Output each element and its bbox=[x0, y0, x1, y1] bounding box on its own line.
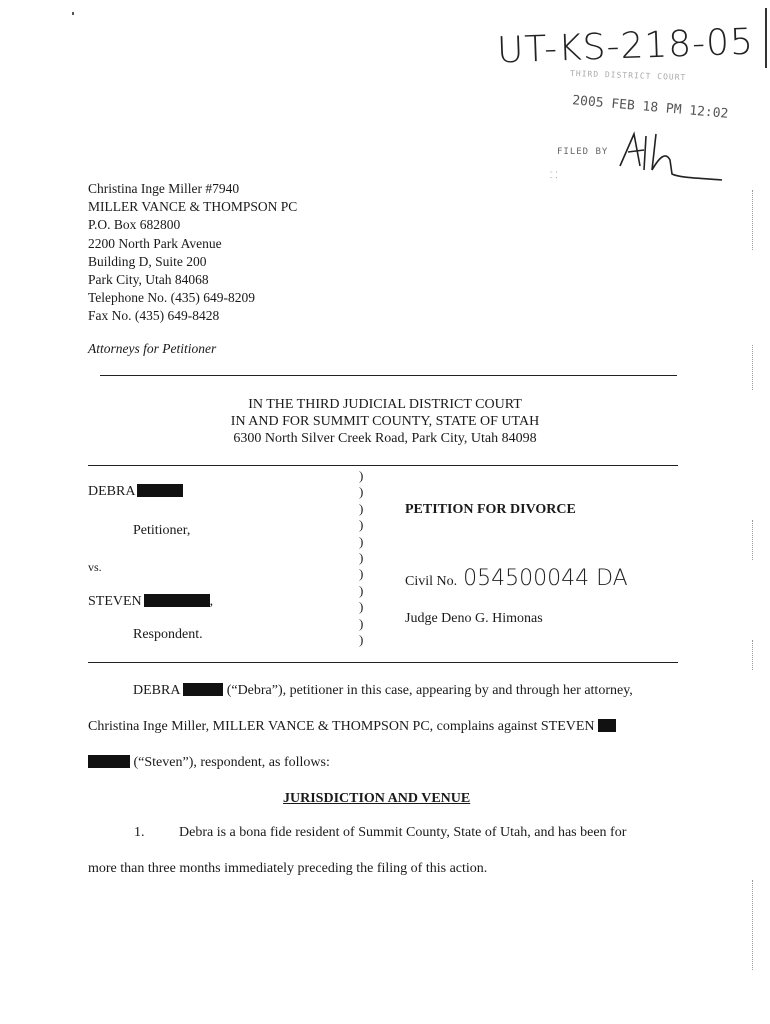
judge-name: Judge Deno G. Himonas bbox=[405, 611, 543, 626]
po-box: P.O. Box 682800 bbox=[88, 217, 181, 233]
redaction-bar bbox=[598, 719, 616, 732]
respondent-label: Respondent. bbox=[133, 627, 203, 642]
handwritten-civil-number: 054500044 DA bbox=[463, 566, 628, 591]
respondent-name: STEVEN , bbox=[88, 594, 214, 609]
law-firm: MILLER VANCE & THOMPSON PC bbox=[88, 199, 298, 215]
petitioner-label: Petitioner, bbox=[133, 523, 191, 538]
attorney-name: Christina Inge Miller #7940 bbox=[88, 181, 240, 196]
versus-label: vs. bbox=[88, 560, 102, 574]
filing-date-stamp: 2005 FEB 18 PM 12:02 bbox=[571, 93, 729, 122]
handwritten-case-number: UT-KS-218-05 bbox=[496, 21, 755, 72]
court-line-1: IN THE THIRD JUDICIAL DISTRICT COURT bbox=[248, 397, 522, 412]
attorney-block bbox=[88, 180, 297, 358]
scan-margin-artifact bbox=[752, 880, 753, 970]
court-line-2: IN AND FOR SUMMIT COUNTY, STATE OF UTAH bbox=[230, 414, 540, 429]
caption-top-rule bbox=[88, 465, 678, 466]
redaction-bar bbox=[88, 755, 130, 768]
building-suite: Building D, Suite 200 bbox=[88, 253, 207, 269]
section-heading: JURISDICTION AND VENUE bbox=[283, 791, 471, 806]
margin-mark bbox=[765, 8, 767, 68]
caption-bottom-rule bbox=[88, 662, 678, 663]
filed-by-label: FILED BY bbox=[557, 147, 609, 157]
redaction-bar bbox=[144, 594, 210, 607]
court-stamp-line: THIRD DISTRICT COURT bbox=[569, 68, 687, 83]
header-rule bbox=[100, 375, 677, 376]
civil-number: Civil No. 054500044 DA bbox=[405, 566, 628, 591]
intro-line-1: DEBRA (“Debra”), petitioner in this case, appearing by and through her attorney, bbox=[133, 683, 633, 698]
court-header bbox=[0, 396, 770, 447]
intro-line-3: (“Steven”), respondent, as follows: bbox=[88, 755, 330, 771]
stamp-initials-mark: ⸬ bbox=[550, 171, 558, 181]
telephone: Telephone No. (435) 649-8209 bbox=[88, 290, 256, 306]
fax: Fax No. (435) 649-8428 bbox=[88, 308, 220, 324]
scan-margin-artifact bbox=[752, 345, 753, 390]
attorney-role: Attorneys for Petitioner bbox=[88, 340, 217, 356]
scan-margin-artifact bbox=[752, 190, 753, 250]
city-state-zip: Park City, Utah 84068 bbox=[88, 272, 209, 288]
signature-image bbox=[600, 126, 730, 186]
intro-line-2: Christina Inge Miller, MILLER VANCE & THOMPSON PC, complains against STEVEN bbox=[88, 719, 616, 735]
caption-parentheses: ) ) ) ) ) ) ) ) ) ) ) bbox=[359, 468, 364, 648]
redaction-bar bbox=[137, 484, 183, 497]
document-title: PETITION FOR DIVORCE bbox=[405, 502, 576, 517]
street-address: 2200 North Park Avenue bbox=[88, 235, 222, 251]
paragraph-1-line-2: more than three months immediately preceding the filing of this action. bbox=[88, 861, 488, 876]
scan-margin-artifact bbox=[752, 520, 753, 560]
scan-speck bbox=[72, 12, 74, 15]
court-address: 6300 North Silver Creek Road, Park City, Utah 84098 bbox=[233, 431, 537, 446]
scan-margin-artifact bbox=[752, 640, 753, 670]
petitioner-name: DEBRA bbox=[88, 484, 183, 500]
paragraph-1-line-1: Debra is a bona fide resident of Summit County, State of Utah, and has been for bbox=[179, 825, 627, 840]
redaction-bar bbox=[183, 683, 223, 696]
paragraph-number: 1. bbox=[134, 825, 145, 840]
